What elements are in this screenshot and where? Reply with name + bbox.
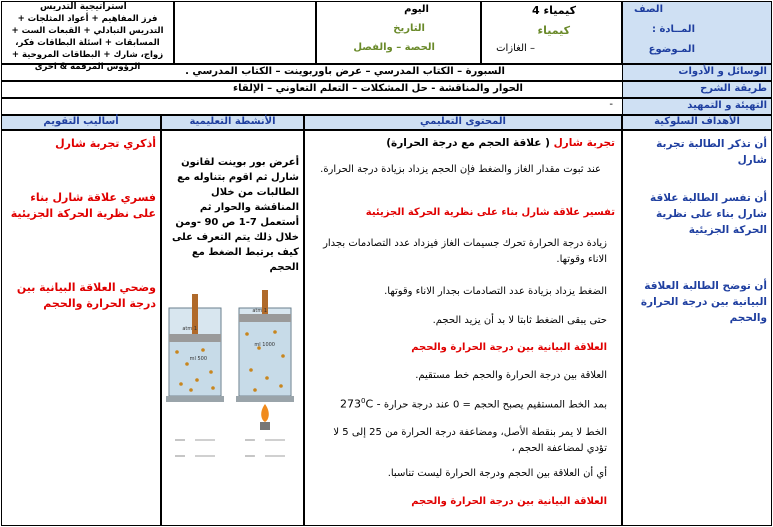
class-value: كيمياء 4	[532, 4, 576, 17]
content-heading-kinetic: تفسير علاقة شارل بناء على نظرية الحركة الجزيئية	[365, 207, 615, 218]
content-temp-value: - 273	[340, 397, 381, 411]
cylinder-right-piston	[239, 314, 291, 322]
equation-marks-right	[245, 440, 285, 456]
content-para-1: عند ثبوت مقدار الغاز والضغط فإن الحجم يزداد بزيادة درجة الحرارة.	[320, 164, 601, 175]
tools-label: الوسائل و الأدوات	[678, 66, 767, 77]
content-para-5: العلاقة بين درجة الحرارة والحجم خط مستقيم.	[415, 370, 607, 381]
col-activities-title: الأنشطة التعليمية	[189, 116, 276, 127]
volume-label-right: 1000 ml	[254, 342, 275, 348]
intro-value: -	[609, 99, 613, 110]
subject-label: المــادة :	[652, 24, 695, 35]
objective-1: أن تذكر الطالبة تجربة شارل	[656, 138, 767, 166]
content-heading-graph-2: العلاقة البيانية بين درجة الحرارة والحجم	[411, 496, 607, 507]
period-label: الحصة – والفصل	[353, 42, 435, 53]
content-temp-degree: 0	[361, 397, 366, 405]
header-blank-cell	[174, 1, 316, 64]
col-objectives-title: الأهداف السلوكية	[654, 116, 740, 127]
pressure-label-right: 1 atm	[252, 308, 267, 314]
burner-icon	[260, 422, 270, 430]
col-content-header	[304, 115, 622, 130]
method-label: طريقة الشرح	[700, 83, 767, 94]
content-para-6	[340, 397, 607, 410]
content-charles-title	[386, 137, 615, 149]
pressure-label-left: 1 atm	[182, 326, 197, 332]
content-para-6-text: بمد الخط المستقيم يصبح الحجم = 0 عند درجة حرارة	[383, 399, 607, 411]
tools-value: السبورة – الكتاب المدرسي – عرض باوربوينت – الكتاب المدرسي .	[185, 66, 505, 77]
content-heading-graph-1: العلاقة البيانية بين درجة الحرارة والحجم	[411, 342, 607, 353]
content-para-7: الخط لا يمر بنقطة الأصل، ومضاعفة درجة الحرارة من 25 إلى 5 لا تؤدي لمضاعفة الحجم ،	[333, 427, 607, 454]
content-para-3: الضغط يزداد بزيادة عدد التصادمات بجدار الاناء وقوتها.	[384, 286, 607, 297]
col-activities-header	[161, 115, 304, 130]
col-evaluation-header	[1, 115, 161, 130]
strategy-title: استراتيجية التدريس	[40, 2, 127, 12]
objective-2: أن تفسر الطالبة علاقة شارل بناء على نظرية الحركة الجزيئية	[650, 192, 767, 236]
content-para-8: أي أن العلاقة بين الحجم ودرجة الحرارة ليست تناسبا.	[387, 468, 607, 479]
day-label: اليوم	[404, 4, 429, 15]
col-objectives-header	[622, 115, 772, 130]
equation-marks-left	[175, 440, 215, 456]
charles-law-diagram	[163, 290, 301, 470]
evaluation-3: وضحي العلاقة البيانية بين درجة الحرارة والحجم	[16, 281, 156, 310]
topic-value: – الغازات	[496, 43, 535, 54]
objective-3: أن توضح الطالبة العلاقة البيانية بين درجة الحرارة والحجم	[640, 280, 767, 324]
col-content-title: المحتوى التعليمي	[420, 116, 506, 127]
content-charles-title-text: تجربة شارل	[553, 137, 615, 149]
cylinder-left-piston	[169, 334, 221, 342]
cylinder-right-base	[236, 396, 294, 402]
evaluation-2: فسري علاقة شارل بناء على نظرية الحركة الجزيئية	[10, 191, 156, 220]
flame-icon	[261, 404, 269, 422]
date-label: التاريخ	[393, 23, 425, 34]
strategy-text: فرز المفاهيم + أعواد المثلجات + التدريس التبادلي + القبعات الست + المسابقات + اسئلة البطاقات فكر، زواج، شارك + البطاقات المروحية + الرؤوس المرقمة & اخرى	[11, 14, 164, 72]
content-para-4: حتى يبقى الضغط ثابتا لا بد أن يزيد الحجم.	[432, 315, 607, 326]
evaluation-1: أذكري تجربة شارل	[55, 137, 156, 150]
content-temp-unit: C	[365, 397, 374, 411]
content-charles-subtitle: ( علاقة الحجم مع درجة الحرارة)	[386, 137, 550, 149]
content-para-2: زيادة درجة الحرارة تحرك جسيمات الغاز فيزداد عدد التصادمات بجدار الاناء وقوتها.	[323, 238, 607, 265]
col-evaluation-title: أساليب التقويم	[43, 116, 119, 127]
intro-label: التهيئة و التمهيد	[687, 100, 767, 111]
activity-1: أعرض بور بوينت لقانون شارل ثم اقوم بتناوله مع الطالبات من خلال المناقشة والحوار ثم أستعمل 7-1 ص 90 -ومن خلال ذلك يتم التعرف على كيف يرتبط الضغط مع الحجم	[171, 157, 299, 273]
method-value: الحوار والمناقشة - حل المشكلات – التعلم التعاوني – الإلقاء	[233, 83, 523, 94]
cylinder-left-base	[166, 396, 224, 402]
subject-value: كيمياء	[537, 24, 570, 37]
volume-label-left: 500 ml	[189, 356, 207, 362]
topic-label: المـوضوع	[648, 44, 695, 55]
class-label: الصف	[634, 4, 663, 15]
